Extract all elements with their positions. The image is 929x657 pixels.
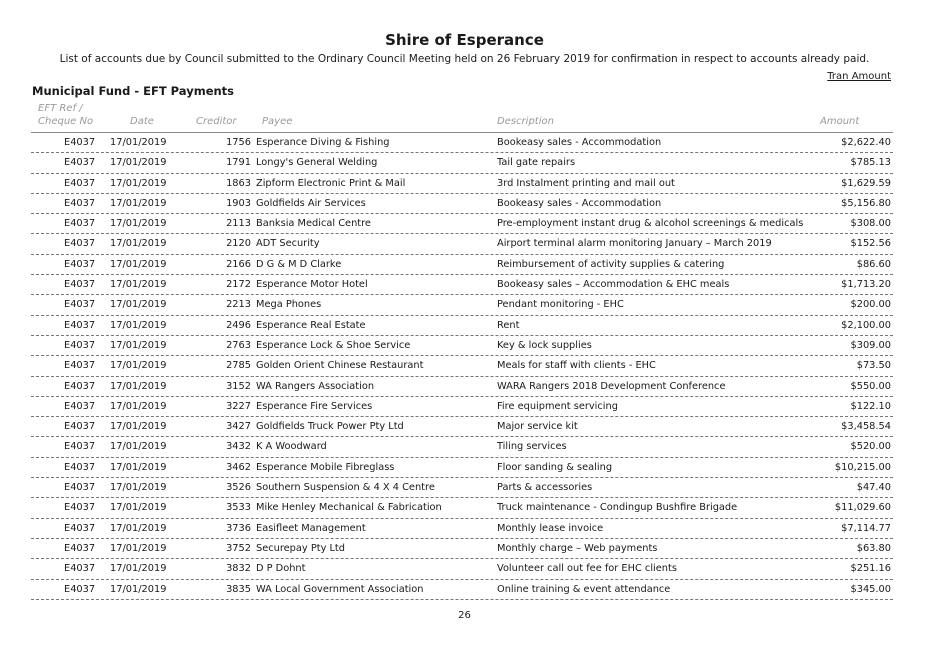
table-row: [31, 194, 893, 214]
cell-description: Floor sanding & sealing: [497, 461, 613, 473]
cell-date: 17/01/2019: [110, 380, 167, 392]
cell-payee: Zipform Electronic Print & Mail: [256, 177, 406, 189]
cell-description: Tiling services: [497, 441, 567, 453]
cell-date: 17/01/2019: [110, 279, 167, 291]
cell-payee: Southern Suspension & 4 X 4 Centre: [256, 482, 435, 494]
cell-ref: E4037: [64, 279, 96, 291]
table-row: [31, 234, 893, 254]
table-row: [31, 153, 893, 173]
cell-payee: K A Woodward: [256, 441, 327, 453]
cell-ref: E4037: [64, 339, 96, 351]
cell-creditor: 3526: [226, 482, 251, 494]
cell-creditor: 2120: [226, 238, 251, 250]
cell-amount: $308.00: [850, 218, 891, 230]
cell-creditor: 3835: [226, 583, 251, 595]
cell-creditor: 1756: [226, 137, 251, 148]
cell-payee: ADT Security: [256, 238, 320, 250]
document-subtitle: List of accounts due by Council submitted to the Ordinary Council Meeting held on 26 February 2019 for confirmation in respect to accounts already paid.: [59, 53, 870, 65]
cell-payee: Esperance Mobile Fibreglass: [256, 461, 395, 473]
tran-amount-label: Tran Amount: [827, 71, 891, 82]
cell-ref: E4037: [64, 502, 96, 514]
cell-amount: $10,215.00: [834, 461, 891, 473]
cell-creditor: 2763: [226, 339, 251, 351]
cell-date: 17/01/2019: [110, 137, 167, 148]
table-row: [31, 356, 893, 376]
cell-description: 3rd Instalment printing and mail out: [497, 177, 675, 189]
document-title: Shire of Esperance: [385, 31, 544, 49]
cell-ref: E4037: [64, 218, 96, 230]
cell-date: 17/01/2019: [110, 360, 167, 372]
table-row: [31, 275, 893, 295]
table-row: [31, 397, 893, 417]
cell-date: 17/01/2019: [110, 157, 167, 169]
table-row: [31, 133, 893, 153]
table-row: [31, 437, 893, 457]
cell-ref: E4037: [64, 137, 96, 148]
cell-date: 17/01/2019: [110, 502, 167, 514]
cell-creditor: 2213: [226, 299, 251, 311]
cell-description: Monthly charge – Web payments: [497, 542, 658, 554]
cell-creditor: 1903: [226, 197, 251, 209]
cell-description: Key & lock supplies: [497, 339, 592, 351]
cell-date: 17/01/2019: [110, 218, 167, 230]
cell-date: 17/01/2019: [110, 299, 167, 311]
table-row: [31, 295, 893, 315]
cell-amount: $309.00: [850, 339, 891, 351]
table-row: [31, 458, 893, 478]
cell-ref: E4037: [64, 197, 96, 209]
table-row: [31, 539, 893, 559]
cell-amount: $3,458.54: [841, 421, 891, 433]
cell-ref: E4037: [64, 400, 96, 412]
cell-amount: $63.80: [856, 542, 891, 554]
cell-ref: E4037: [64, 421, 96, 433]
cell-ref: E4037: [64, 360, 96, 372]
cell-amount: $152.56: [850, 238, 891, 250]
cell-ref: E4037: [64, 299, 96, 311]
cell-payee: Esperance Motor Hotel: [256, 279, 368, 291]
cell-description: Bookeasy sales - Accommodation: [497, 197, 662, 209]
table-row: [31, 336, 893, 356]
cell-amount: $2,622.40: [841, 137, 891, 148]
cell-description: Pre-employment instant drug & alcohol screenings & medicals: [497, 218, 804, 230]
table-row: [31, 316, 893, 336]
table-row: [31, 580, 893, 600]
cell-ref: E4037: [64, 563, 96, 575]
cell-description: Bookeasy sales – Accommodation & EHC meals: [497, 279, 730, 291]
cell-description: Meals for staff with clients - EHC: [497, 360, 656, 372]
cell-amount: $785.13: [850, 157, 891, 169]
cell-payee: Goldfields Truck Power Pty Ltd: [256, 421, 404, 433]
cell-payee: Mike Henley Mechanical & Fabrication: [256, 502, 442, 514]
cell-date: 17/01/2019: [110, 421, 167, 433]
cell-date: 17/01/2019: [110, 482, 167, 494]
cell-creditor: 2172: [226, 279, 251, 291]
cell-ref: E4037: [64, 319, 96, 331]
cell-date: 17/01/2019: [110, 583, 167, 595]
cell-ref: E4037: [64, 380, 96, 392]
cell-creditor: 3152: [226, 380, 251, 392]
cell-payee: Esperance Fire Services: [256, 400, 373, 412]
table-row: [31, 559, 893, 579]
cell-ref: E4037: [64, 157, 96, 169]
cell-date: 17/01/2019: [110, 522, 167, 534]
cell-date: 17/01/2019: [110, 258, 167, 270]
cell-ref: E4037: [64, 238, 96, 250]
column-header-payee: Payee: [262, 116, 293, 127]
cell-date: 17/01/2019: [110, 339, 167, 351]
cell-description: Online training & event attendance: [497, 583, 671, 595]
cell-description: Tail gate repairs: [497, 157, 576, 169]
cell-creditor: 2166: [226, 258, 251, 270]
cell-date: 17/01/2019: [110, 441, 167, 453]
table-row: [31, 498, 893, 518]
cell-description: Reimbursement of activity supplies & catering: [497, 258, 725, 270]
cell-description: Truck maintenance - Condingup Bushfire Brigade: [497, 502, 738, 514]
cell-creditor: 1863: [226, 177, 251, 189]
cell-payee: WA Local Government Association: [256, 583, 424, 595]
cell-date: 17/01/2019: [110, 197, 167, 209]
cell-payee: Banksia Medical Centre: [256, 218, 371, 230]
cell-creditor: 3432: [226, 441, 251, 453]
cell-amount: $2,100.00: [841, 319, 891, 331]
cell-amount: $47.40: [856, 482, 891, 494]
cell-ref: E4037: [64, 441, 96, 453]
cell-amount: $122.10: [850, 400, 891, 412]
cell-creditor: 3832: [226, 563, 251, 575]
cell-amount: $73.50: [856, 360, 891, 372]
page-number: 26: [458, 610, 471, 621]
cell-creditor: 3752: [226, 542, 251, 554]
table-row: [31, 214, 893, 234]
cell-description: Major service kit: [497, 421, 578, 433]
table-row: [31, 417, 893, 437]
cell-payee: D P Dohnt: [256, 563, 306, 575]
cell-description: Airport terminal alarm monitoring January – March 2019: [497, 238, 772, 250]
cell-payee: Esperance Diving & Fishing: [256, 137, 390, 148]
cell-ref: E4037: [64, 583, 96, 595]
cell-amount: $86.60: [856, 258, 891, 270]
cell-description: Monthly lease invoice: [497, 522, 604, 534]
column-header-ref: EFT Ref / Cheque No: [38, 103, 94, 127]
cell-creditor: 3462: [226, 461, 251, 473]
table-row: [31, 377, 893, 397]
cell-ref: E4037: [64, 522, 96, 534]
cell-payee: Golden Orient Chinese Restaurant: [256, 360, 424, 372]
cell-date: 17/01/2019: [110, 400, 167, 412]
cell-amount: $5,156.80: [841, 197, 891, 209]
cell-payee: Mega Phones: [256, 299, 322, 311]
cell-ref: E4037: [64, 542, 96, 554]
cell-payee: Longy's General Welding: [256, 157, 378, 169]
table-row: [31, 519, 893, 539]
cell-date: 17/01/2019: [110, 563, 167, 575]
cell-creditor: 3227: [226, 400, 251, 412]
cell-payee: Esperance Lock & Shoe Service: [256, 339, 411, 351]
cell-payee: WA Rangers Association: [256, 380, 375, 392]
cell-date: 17/01/2019: [110, 238, 167, 250]
cell-date: 17/01/2019: [110, 319, 167, 331]
cell-creditor: 2113: [226, 218, 251, 230]
cell-payee: Securepay Pty Ltd: [256, 542, 345, 554]
cell-description: Bookeasy sales - Accommodation: [497, 137, 662, 148]
fund-section-title: Municipal Fund - EFT Payments: [32, 84, 235, 98]
cell-description: Rent: [497, 319, 520, 331]
cell-amount: $1,713.20: [841, 279, 891, 291]
payments-table: [31, 132, 893, 600]
cell-ref: E4037: [64, 461, 96, 473]
cell-creditor: 2496: [226, 319, 251, 331]
cell-amount: $1,629.59: [841, 177, 891, 189]
cell-date: 17/01/2019: [110, 461, 167, 473]
cell-creditor: 2785: [226, 360, 251, 372]
cell-description: WARA Rangers 2018 Development Conference: [497, 380, 726, 392]
cell-ref: E4037: [64, 258, 96, 270]
cell-description: Parts & accessories: [497, 482, 593, 494]
table-row: [31, 174, 893, 194]
cell-description: Fire equipment servicing: [497, 400, 618, 412]
cell-description: Pendant monitoring - EHC: [497, 299, 624, 311]
column-header-creditor: Creditor: [196, 116, 237, 127]
cell-payee: D G & M D Clarke: [256, 258, 342, 270]
cell-amount: $345.00: [850, 583, 891, 595]
cell-creditor: 3427: [226, 421, 251, 433]
cell-creditor: 3736: [226, 522, 251, 534]
cell-creditor: 1791: [226, 157, 251, 169]
cell-payee: Easifleet Management: [256, 522, 366, 534]
cell-date: 17/01/2019: [110, 542, 167, 554]
table-header: [0, 101, 929, 129]
cell-amount: $7,114.77: [841, 522, 891, 534]
cell-date: 17/01/2019: [110, 177, 167, 189]
cell-payee: Goldfields Air Services: [256, 197, 366, 209]
table-row: [31, 478, 893, 498]
cell-amount: $11,029.60: [834, 502, 891, 514]
table-row: [31, 255, 893, 275]
column-header-amount: Amount: [820, 116, 860, 127]
cell-payee: Esperance Real Estate: [256, 319, 366, 331]
column-header-date: Date: [130, 116, 154, 127]
cell-ref: E4037: [64, 177, 96, 189]
cell-creditor: 3533: [226, 502, 251, 514]
cell-ref: E4037: [64, 482, 96, 494]
cell-amount: $550.00: [850, 380, 891, 392]
column-header-description: Description: [497, 116, 554, 127]
cell-description: Volunteer call out fee for EHC clients: [497, 563, 677, 575]
cell-amount: $520.00: [850, 441, 891, 453]
cell-amount: $200.00: [850, 299, 891, 311]
cell-amount: $251.16: [850, 563, 891, 575]
